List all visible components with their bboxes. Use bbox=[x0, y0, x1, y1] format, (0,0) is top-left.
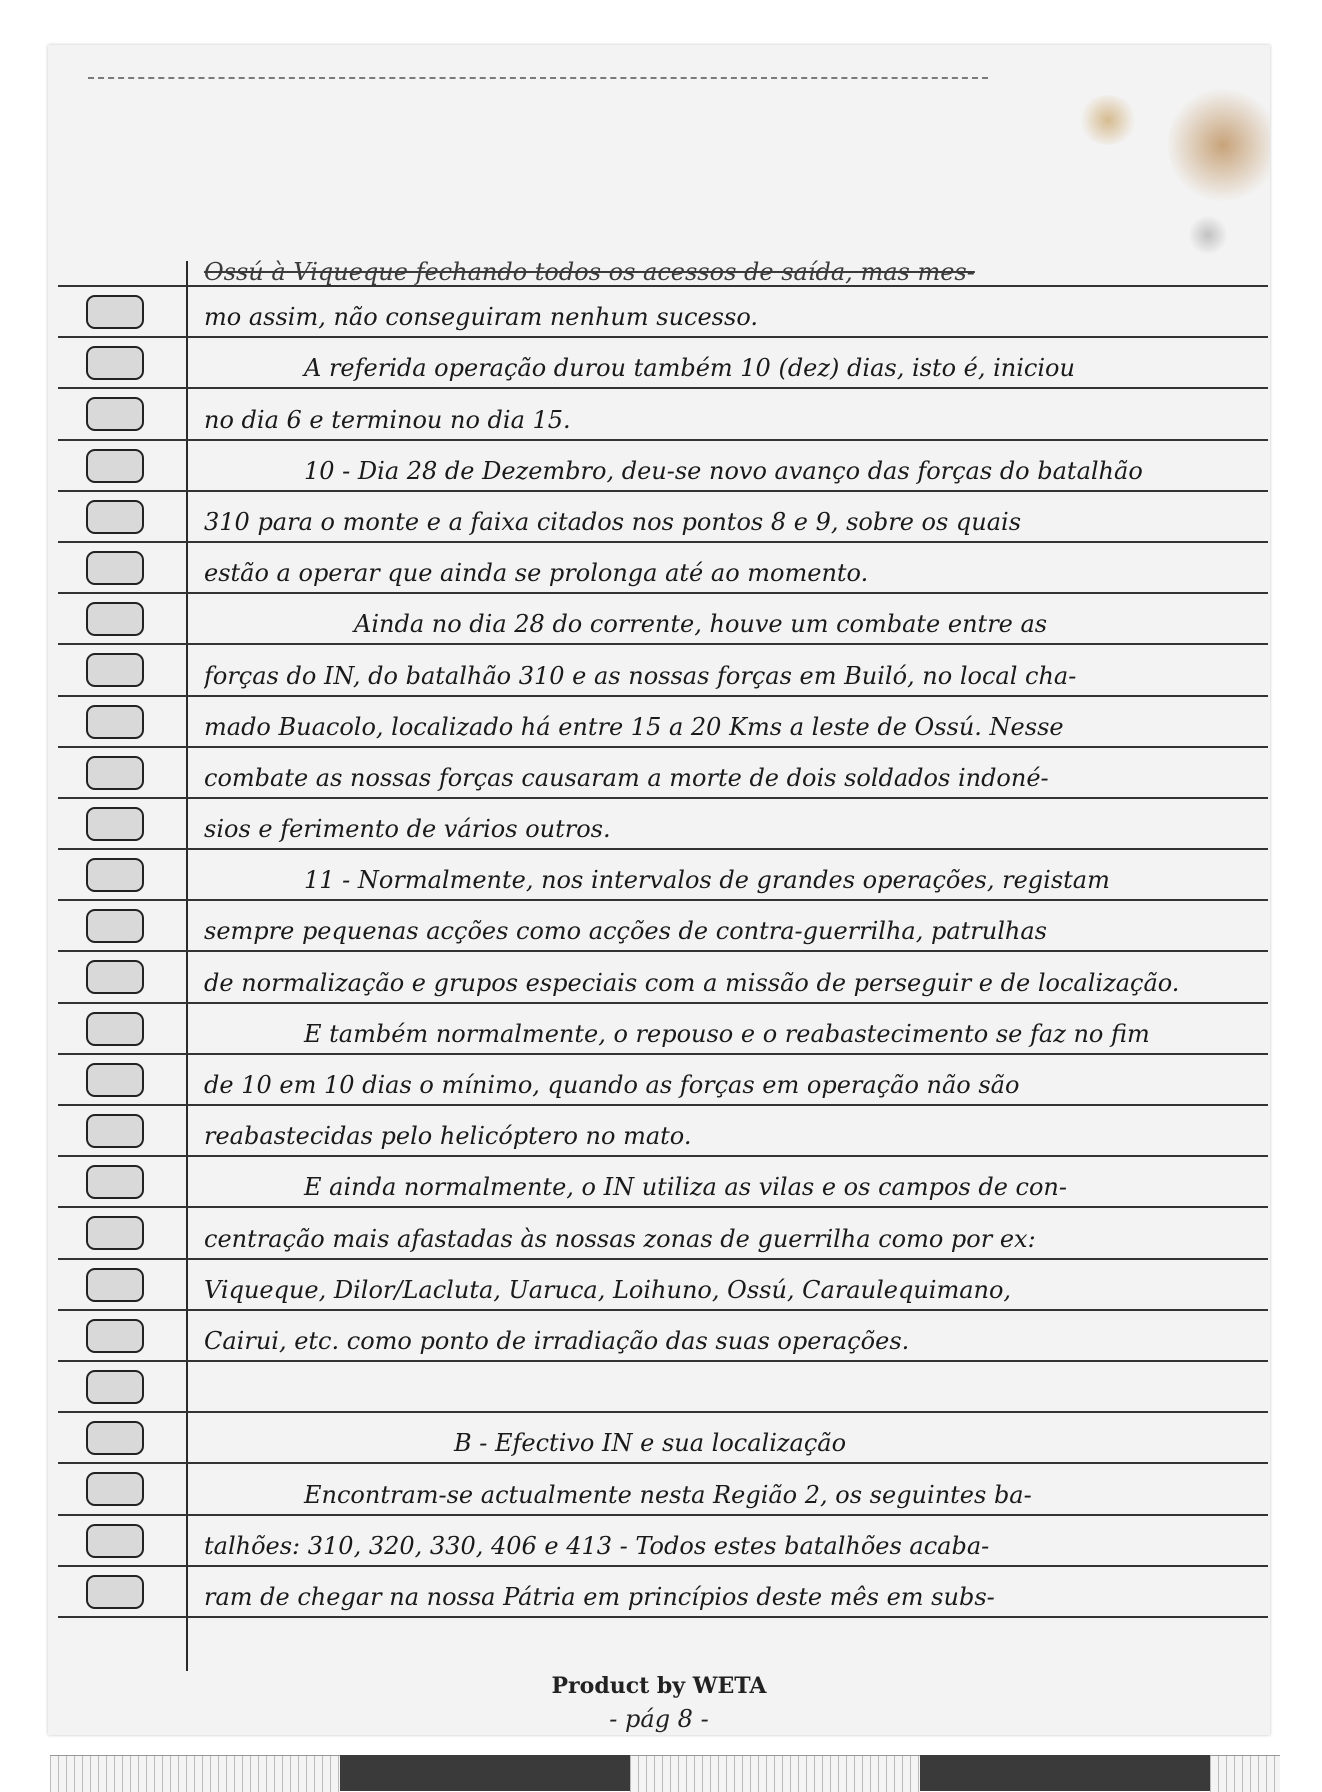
ruled-line bbox=[58, 1055, 1268, 1106]
margin-box bbox=[86, 346, 144, 380]
handwritten-lines bbox=[58, 287, 1268, 1618]
struck-top-line: Ossú à Viqueque fechando todos os acessos de saída, mas mes- bbox=[204, 258, 975, 286]
handwritten-line: Encontram-se actualmente nesta Região 2, os seguintes ba- bbox=[304, 1480, 1032, 1509]
ruled-area bbox=[58, 258, 1268, 1681]
page-number: - pág 8 - bbox=[609, 1705, 709, 1733]
ruled-line bbox=[58, 1567, 1268, 1618]
margin-box bbox=[86, 653, 144, 687]
margin-box bbox=[86, 1114, 144, 1148]
handwritten-line: ram de chegar na nossa Pátria em princípios deste mês em subs- bbox=[204, 1582, 995, 1611]
ruled-line bbox=[58, 594, 1268, 645]
ruler-segment bbox=[630, 1755, 920, 1792]
ruled-line bbox=[58, 748, 1268, 799]
margin-box bbox=[86, 1063, 144, 1097]
handwritten-line: Cairui, etc. como ponto de irradiação das suas operações. bbox=[204, 1326, 910, 1355]
handwritten-line: 10 - Dia 28 de Dezembro, deu-se novo avanço das forças do batalhão bbox=[304, 456, 1143, 485]
handwritten-line: no dia 6 e terminou no dia 15. bbox=[204, 405, 571, 434]
ruled-line bbox=[58, 1413, 1268, 1464]
handwritten-line: E também normalmente, o repouso e o reabastecimento se faz no fim bbox=[304, 1019, 1150, 1048]
margin-box bbox=[86, 1575, 144, 1609]
document-page bbox=[48, 45, 1270, 1735]
handwritten-line: combate as nossas forças causaram a morte de dois soldados indoné- bbox=[204, 763, 1049, 792]
handwritten-line: B - Efectivo IN e sua localização bbox=[454, 1429, 847, 1458]
margin-box bbox=[86, 1421, 144, 1455]
ruled-line bbox=[58, 799, 1268, 850]
margin-box bbox=[86, 756, 144, 790]
stain-mark bbox=[1168, 85, 1270, 205]
handwritten-line: A referida operação durou também 10 (dez) dias, isto é, iniciou bbox=[304, 354, 1075, 383]
ruler-segment bbox=[50, 1755, 340, 1792]
ruled-line bbox=[58, 1516, 1268, 1567]
margin-box bbox=[86, 1165, 144, 1199]
margin-box bbox=[86, 1012, 144, 1046]
margin-box bbox=[86, 1472, 144, 1506]
product-credit: Product by WETA bbox=[551, 1673, 767, 1699]
margin-box bbox=[86, 551, 144, 585]
margin-box bbox=[86, 858, 144, 892]
ruled-line bbox=[58, 543, 1268, 594]
handwritten-line: de 10 em 10 dias o mínimo, quando as forças em operação não são bbox=[204, 1071, 1020, 1099]
ruled-line bbox=[58, 492, 1268, 543]
margin-box bbox=[86, 1268, 144, 1302]
margin-box bbox=[86, 1370, 144, 1404]
handwritten-line: Viqueque, Dilor/Lacluta, Uaruca, Loihuno, Ossú, Caraulequimano, bbox=[204, 1275, 1012, 1304]
handwritten-line: centração mais afastadas às nossas zonas de guerrilha como por ex: bbox=[204, 1224, 1036, 1253]
ruled-line bbox=[58, 1208, 1268, 1259]
margin-box bbox=[86, 909, 144, 943]
ruler-segment bbox=[1210, 1755, 1280, 1792]
handwritten-line: E ainda normalmente, o IN utiliza as vilas e os campos de con- bbox=[304, 1173, 1067, 1202]
ruled-line bbox=[58, 1362, 1268, 1413]
margin-box bbox=[86, 807, 144, 841]
margin-box bbox=[86, 705, 144, 739]
handwritten-line: forças do IN, do batalhão 310 e as nossas forças em Builó, no local cha- bbox=[204, 661, 1077, 690]
margin-box bbox=[86, 1319, 144, 1353]
ruled-line bbox=[58, 697, 1268, 748]
ruled-line bbox=[58, 287, 1268, 338]
ruled-line bbox=[58, 441, 1268, 492]
ruled-line bbox=[58, 1260, 1268, 1311]
ruled-line bbox=[58, 850, 1268, 901]
margin-box bbox=[86, 295, 144, 329]
top-dashed-rule bbox=[88, 77, 988, 79]
ruled-line bbox=[58, 1464, 1268, 1515]
margin-box bbox=[86, 602, 144, 636]
ruled-line bbox=[58, 1004, 1268, 1055]
margin-box bbox=[86, 397, 144, 431]
stain-mark bbox=[1188, 215, 1228, 255]
margin-box bbox=[86, 1216, 144, 1250]
handwritten-line: mado Buacolo, localizado há entre 15 a 20 Kms a leste de Ossú. Nesse bbox=[204, 712, 1064, 741]
ruled-line bbox=[58, 389, 1268, 440]
margin-box bbox=[86, 1524, 144, 1558]
handwritten-line: estão a operar que ainda se prolonga até ao momento. bbox=[204, 559, 869, 588]
margin-box bbox=[86, 449, 144, 483]
ruler-segment bbox=[340, 1755, 630, 1791]
ruler-segment bbox=[920, 1755, 1210, 1791]
ruled-line bbox=[58, 1106, 1268, 1157]
handwritten-line: sempre pequenas acções como acções de contra-guerrilha, patrulhas bbox=[204, 917, 1047, 946]
scale-ruler bbox=[50, 1755, 1280, 1791]
handwritten-line: sios e ferimento de vários outros. bbox=[204, 815, 611, 844]
stain-mark bbox=[1078, 95, 1138, 145]
ruled-line bbox=[58, 901, 1268, 952]
ruled-line bbox=[58, 338, 1268, 389]
handwritten-line: de normalização e grupos especiais com a missão de perseguir e de localização. bbox=[204, 968, 1180, 997]
handwritten-line: 11 - Normalmente, nos intervalos de grandes operações, registam bbox=[304, 866, 1110, 895]
margin-box bbox=[86, 960, 144, 994]
handwritten-line: talhões: 310, 320, 330, 406 e 413 - Todos estes batalhões acaba- bbox=[204, 1531, 990, 1560]
ruled-line bbox=[58, 952, 1268, 1003]
handwritten-line: Ainda no dia 28 do corrente, houve um combate entre as bbox=[354, 610, 1048, 639]
ruled-line bbox=[58, 1157, 1268, 1208]
ruled-line bbox=[58, 1311, 1268, 1362]
margin-box bbox=[86, 500, 144, 534]
handwritten-line: reabastecidas pelo helicóptero no mato. bbox=[204, 1122, 692, 1151]
handwritten-line: mo assim, não conseguiram nenhum sucesso. bbox=[204, 303, 758, 332]
handwritten-line: 310 para o monte e a faixa citados nos pontos 8 e 9, sobre os quais bbox=[204, 507, 1022, 536]
ruled-line bbox=[58, 258, 1268, 287]
ruled-line bbox=[58, 645, 1268, 696]
